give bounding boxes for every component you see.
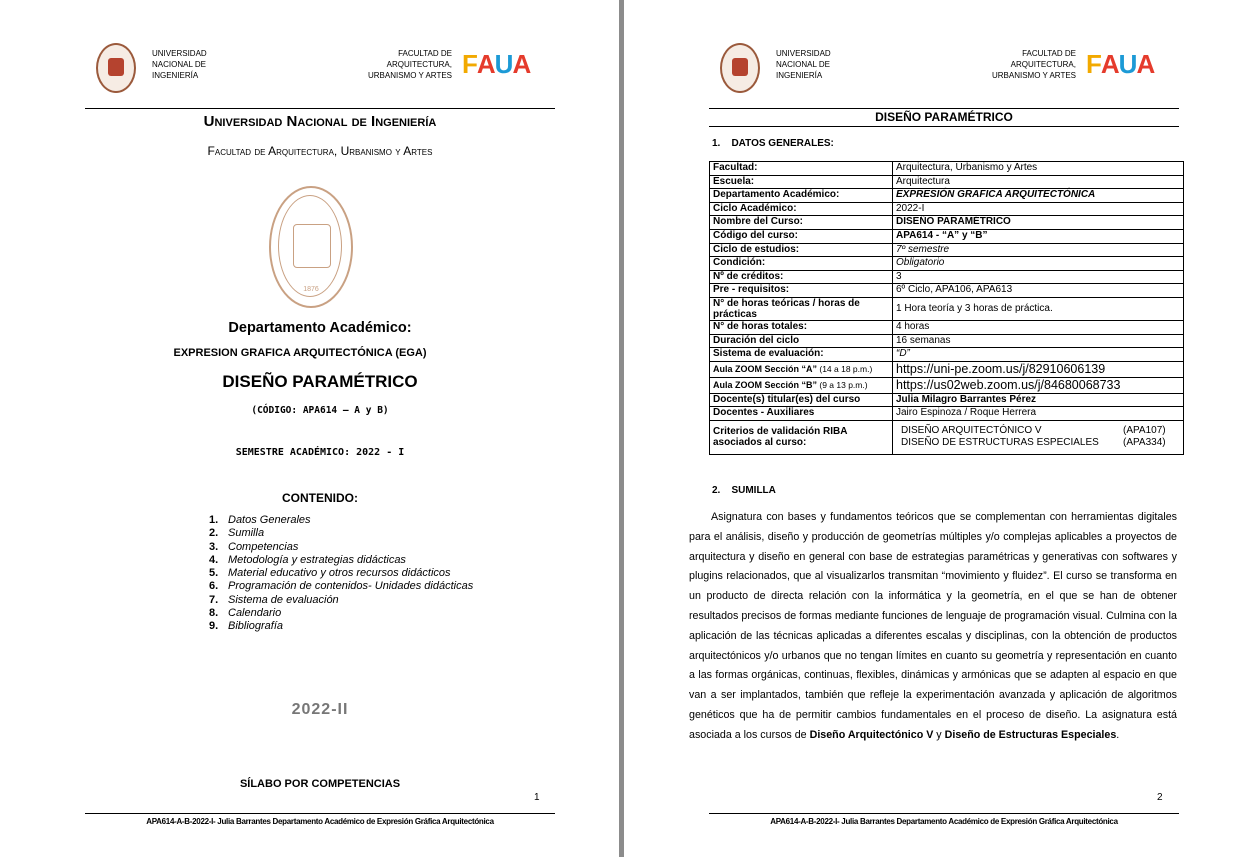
table-row: Nombre del Curso: DISEÑO PARAMÉTRICO (710, 216, 1184, 230)
table-row: Pre - requisitos: 6º Ciclo, APA106, APA613 (710, 284, 1184, 298)
faua-logo: FAUA (1086, 49, 1155, 79)
table-row: Nº de créditos: 3 (710, 270, 1184, 284)
dept-heading: Departamento Académico: (228, 320, 412, 336)
table-row: Código del curso: APA614 - “A” y “B” (710, 229, 1184, 243)
page-number: 2 (1157, 792, 1163, 803)
table-row: Aula ZOOM Sección “A” (14 a 18 p.m.) https://uni-pe.zoom.us/j/82910606139 (710, 361, 1184, 377)
table-row: Facultad: Arquitectura, Urbanismo y Artes (710, 162, 1184, 176)
header-rule (709, 108, 1179, 109)
contents-item: 3. Competencias (209, 540, 299, 553)
section-heading-datos: 1. DATOS GENERALES: (712, 138, 834, 149)
contents-item: 4. Metodología y estrategias didácticas (209, 553, 406, 566)
general-data-table (709, 161, 1184, 455)
contents-item: 7. Sistema de evaluación (209, 593, 339, 606)
footer-text: APA614-A-B-2022-I- Julia Barrantes Departamento Académico de Expresión Gráfica Arquitectónica (770, 817, 1118, 826)
faculty-name-header: FACULTAD DE ARQUITECTURA, URBANISMO Y ARTES (991, 49, 1076, 80)
silabo-label: SÍLABO POR COMPETENCIAS (239, 778, 401, 790)
table-row: Aula ZOOM Sección “B” (9 a 13 p.m.) https://us02web.zoom.us/j/84680068733 (710, 377, 1184, 393)
contents-list (209, 514, 473, 634)
faua-logo: FAUA (462, 49, 531, 79)
uni-name-header: UNIVERSIDAD NACIONAL DE INGENIERÍA (776, 49, 831, 80)
document-page-1 (0, 0, 619, 857)
zoom-link-a[interactable]: https://uni-pe.zoom.us/j/82910606139 (893, 361, 1184, 377)
university-seal-icon: 1876 (269, 186, 353, 308)
faculty-title: Facultad de Arquitectura, Urbanismo y Artes (207, 144, 433, 158)
table-row: Criterios de validación RIBA asociados al curso: DISEÑO ARQUITECTÓNICO V (APA107) DISEÑO DE ESTRUCTURAS ESPECIALES (APA334) (710, 420, 1184, 454)
document-page-2 (624, 0, 1243, 857)
dept-name: EXPRESION GRAFICA ARQUITECTÓNICA (EGA) (173, 347, 427, 359)
semester-label: SEMESTRE ACADÉMICO: 2022 - I (235, 447, 405, 458)
uni-seal-icon (720, 43, 760, 93)
table-row: N° de horas totales: 4 horas (710, 320, 1184, 334)
uni-name-header: UNIVERSIDAD NACIONAL DE INGENIERÍA (152, 49, 207, 80)
course-code: (CÓDIGO: APA614 – A y B) (251, 405, 389, 416)
footer-rule (709, 813, 1179, 814)
section-heading-sumilla: 2. SUMILLA (712, 485, 776, 496)
sumilla-paragraph: Asignatura con bases y fundamentos teóricos que se complementan con herramientas digitales para el análisis, diseño y producción de geometrías múltiples y/o complejas aplicables a proyectos de arquitectura y diseño en general con base de estrategias paramétricas y generativas con softwares y plugins relacionados, que al visualizarlos transmitan “movimiento y fluidez”. El curso se transforma en un producto de directa relación con la informática y la geometría, en el que se han de obtener resultados precisos de formas mediante funciones de lenguaje de programación visual. Culmina con la aplicación de las técnicas aplicadas a diferentes escalas y disciplinas, con la obtención de productos arquitectónicos y/o urbanos que no tengan límites en cuanto su geometría y representación en cuanto a las formas orgánicas, continuas, flexibles, dinámicas y armónicas que se adapten al espacio en que van a ser implantados, también que refleje la experimentación avanzada y aplicación de algoritmos genéticos que ha de permitir cambios fundamentales en el proceso de diseño. La asignatura está asociada a los cursos de Diseño Arquitectónico V y Diseño de Estructuras Especiales. (689, 511, 1177, 741)
contents-heading: CONTENIDO: (282, 491, 358, 505)
zoom-link-b[interactable]: https://us02web.zoom.us/j/84680068733 (893, 377, 1184, 393)
uni-seal-icon (96, 43, 136, 93)
table-row: Sistema de evaluación: “D” (710, 348, 1184, 362)
university-title: Universidad Nacional de Ingeniería (203, 113, 437, 130)
contents-item: 1. Datos Generales (209, 514, 311, 526)
course-title: DISEÑO PARAMÉTRICO (222, 372, 418, 391)
table-row: Condición: Obligatorio (710, 257, 1184, 271)
faculty-name-header: FACULTAD DE ARQUITECTURA, URBANISMO Y ARTES (367, 49, 452, 80)
contents-item: 9. Bibliografía (209, 620, 284, 633)
table-row: Departamento Académico: EXPRESIÓN GRAFICA ARQUITECTÓNICA (710, 189, 1184, 203)
footer-text: APA614-A-B-2022-I- Julia Barrantes Departamento Académico de Expresión Gráfica Arquitectónica (146, 817, 494, 826)
contents-item: 2. Sumilla (209, 527, 265, 540)
table-row: Docentes - Auxiliares Jairo Espinoza / Roque Herrera (710, 407, 1184, 421)
table-row: Docente(s) titular(es) del curso Julia Milagro Barrantes Pérez (710, 393, 1184, 407)
footer-rule (85, 813, 555, 814)
contents-item: 5. Material educativo y otros recursos didácticos (209, 567, 451, 580)
table-row: Escuela: Arquitectura (710, 175, 1184, 189)
table-row: Ciclo de estudios: 7º semestre (710, 243, 1184, 257)
contents-item: 6. Programación de contenidos- Unidades didácticas (209, 580, 474, 593)
table-row: Ciclo Académico: 2022-I (710, 202, 1184, 216)
table-row: N° de horas teóricas / horas de prácticas 1 Hora teoría y 3 horas de práctica. (710, 297, 1184, 320)
table-row: Duración del ciclo 16 semanas (710, 334, 1184, 348)
page-number: 1 (534, 792, 540, 803)
header-rule (85, 108, 555, 109)
period-label: 2022-II (291, 701, 349, 718)
course-title: DISEÑO PARAMÉTRICO (875, 110, 1013, 124)
title-rule (709, 126, 1179, 127)
contents-item: 8. Calendario (209, 607, 282, 620)
